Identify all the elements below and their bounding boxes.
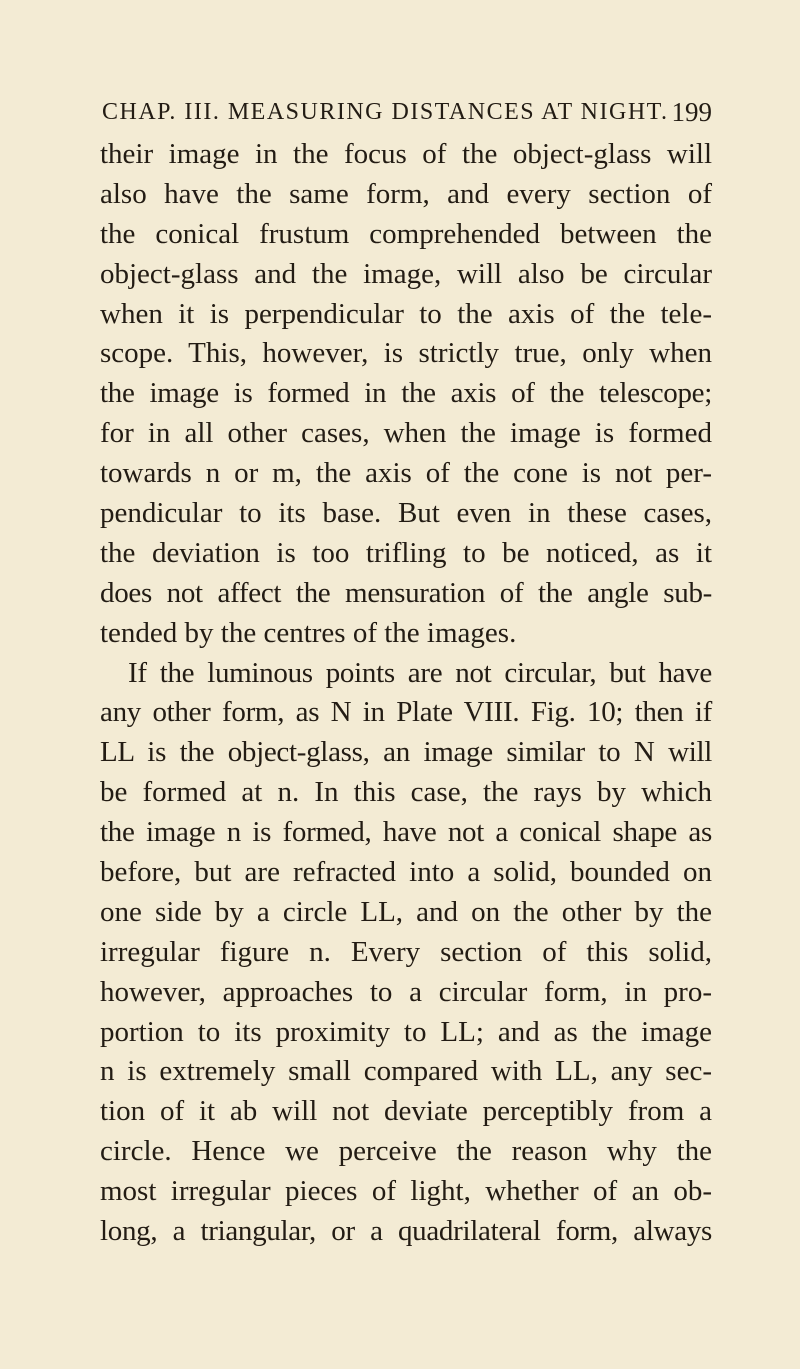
text-line: does not affect the mensuration of the angle sub-	[100, 576, 712, 609]
text-line: the conical frustum comprehended between the	[100, 217, 712, 250]
text-line: their image in the focus of the object-glass will	[100, 138, 712, 170]
text-line: the image n is formed, have not a conical shape as	[100, 816, 712, 849]
text-line: portion to its proximity to LL; and as the image	[100, 1015, 712, 1048]
text-line: most irregular pieces of light, whether of an ob-	[100, 1175, 712, 1208]
text-line: n is extremely small compared with LL, any sec-	[100, 1055, 712, 1088]
text-line: also have the same form, and every section of	[100, 177, 712, 210]
text-line: tion of it ab will not deviate perceptibly from a	[100, 1095, 712, 1128]
body-text	[100, 135, 712, 1252]
page-number: 199	[671, 97, 712, 127]
text-line: tended by the centres of the images.	[100, 616, 517, 649]
text-line: circle. Hence we perceive the reason why the	[100, 1135, 712, 1168]
text-line: the image is formed in the axis of the telescope;	[100, 377, 712, 410]
text-line: irregular figure n. Every section of this solid,	[100, 935, 712, 968]
text-line: any other form, as N in Plate VIII. Fig. 10; then if	[100, 696, 712, 729]
chapter-title: CHAP. III. MEASURING DISTANCES AT NIGHT.	[102, 99, 669, 125]
text-line: be formed at n. In this case, the rays by which	[100, 776, 712, 809]
text-line: long, a triangular, or a quadrilateral form, always	[100, 1215, 712, 1248]
text-line: LL is the object-glass, an image similar to N will	[100, 736, 712, 769]
text-line: when it is perpendicular to the axis of the tele-	[100, 297, 712, 330]
text-line: scope. This, however, is strictly true, only when	[100, 337, 712, 370]
text-line: before, but are refracted into a solid, bounded on	[100, 856, 712, 889]
text-line: one side by a circle LL, and on the other by the	[100, 895, 712, 928]
running-head	[102, 92, 712, 132]
text-line: towards n or m, the axis of the cone is not per-	[100, 457, 712, 490]
paragraph-start-line: If the luminous points are not circular, but have	[128, 656, 712, 689]
text-line: pendicular to its base. But even in these cases,	[100, 497, 712, 530]
text-line: however, approaches to a circular form, in pro-	[100, 975, 712, 1008]
text-line: object-glass and the image, will also be circular	[100, 257, 712, 290]
text-line: for in all other cases, when the image is formed	[100, 417, 712, 450]
text-line: the deviation is too trifling to be noticed, as it	[100, 536, 712, 569]
